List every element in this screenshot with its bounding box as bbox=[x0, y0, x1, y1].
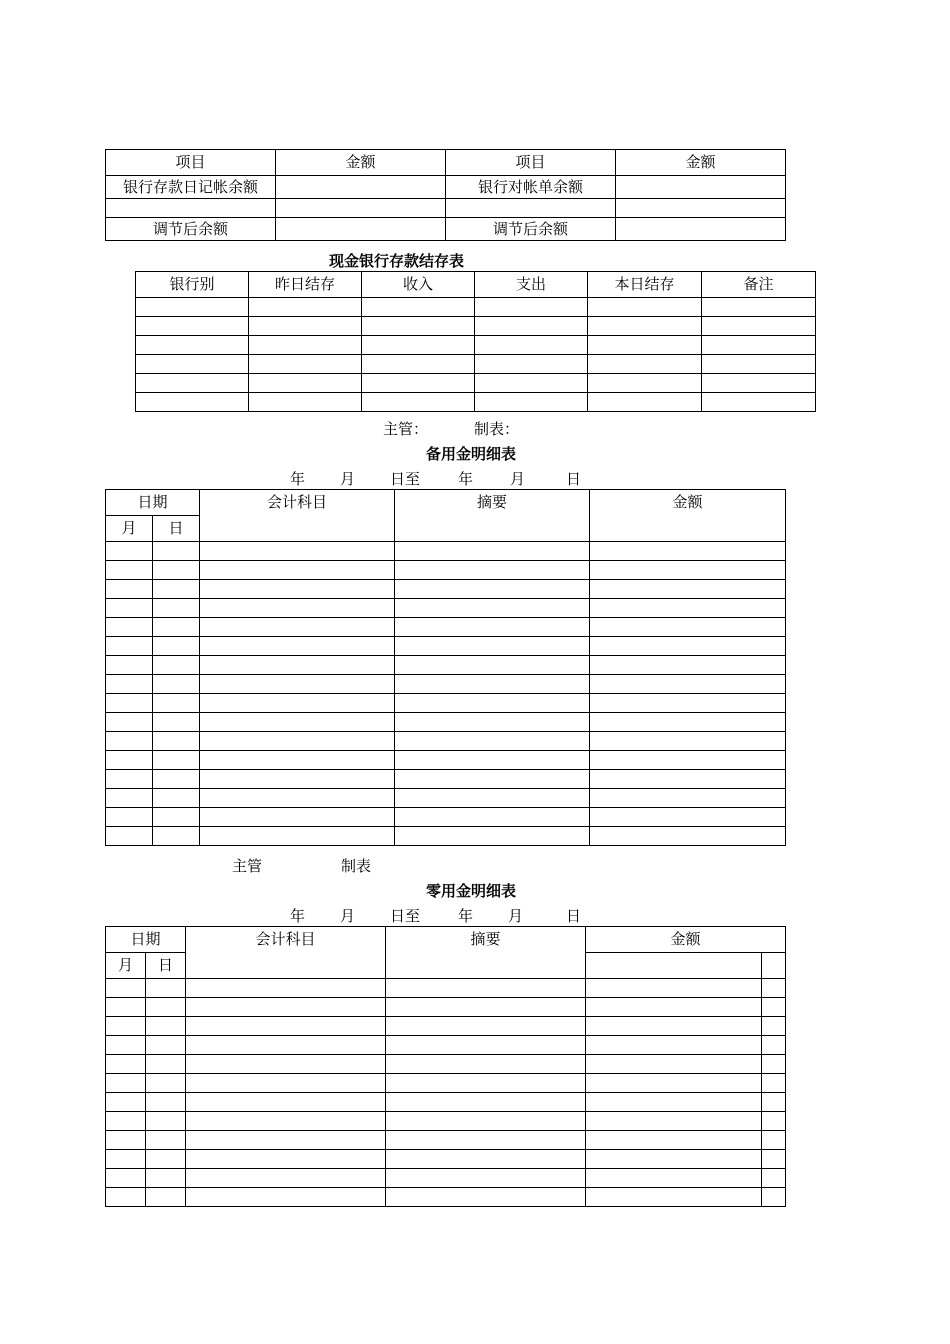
ledger-balance-label: 银行存款日记帐余额 bbox=[106, 176, 276, 199]
cash-footer-supervisor: 主管： bbox=[383, 420, 429, 438]
date-range-month: 月 bbox=[340, 470, 356, 488]
table-cell[interactable] bbox=[762, 1036, 786, 1055]
table-cell[interactable] bbox=[590, 713, 786, 732]
header-income: 收入 bbox=[362, 272, 475, 298]
table-cell[interactable] bbox=[200, 732, 395, 751]
adjusted-balance-label: 调节后余额 bbox=[106, 218, 276, 241]
table-cell[interactable] bbox=[386, 1131, 586, 1150]
table-row bbox=[106, 580, 786, 599]
table-cell[interactable] bbox=[395, 808, 590, 827]
cash-table-title: 现金银行存款结存表 bbox=[329, 252, 465, 270]
table-row bbox=[106, 1017, 786, 1036]
table-cell[interactable] bbox=[616, 199, 786, 218]
table-cell[interactable] bbox=[475, 298, 588, 317]
table-cell[interactable] bbox=[590, 675, 786, 694]
table-cell[interactable] bbox=[590, 542, 786, 561]
table-cell[interactable] bbox=[588, 393, 702, 412]
table-cell[interactable] bbox=[276, 199, 446, 218]
table-row bbox=[106, 599, 786, 618]
table-cell[interactable] bbox=[249, 393, 362, 412]
table-row bbox=[106, 1112, 786, 1131]
table-cell[interactable] bbox=[762, 1074, 786, 1093]
table-cell[interactable] bbox=[106, 998, 146, 1017]
table-cell[interactable] bbox=[249, 355, 362, 374]
table-cell[interactable] bbox=[153, 770, 200, 789]
table-cell[interactable] bbox=[106, 1188, 146, 1207]
date-range-month: 月 bbox=[508, 907, 524, 925]
table-cell[interactable] bbox=[106, 1093, 146, 1112]
table-cell[interactable] bbox=[475, 393, 588, 412]
table-cell[interactable] bbox=[146, 998, 186, 1017]
table-cell[interactable] bbox=[395, 599, 590, 618]
table-cell[interactable] bbox=[186, 1112, 386, 1131]
table-row bbox=[106, 199, 786, 218]
table-cell[interactable] bbox=[153, 751, 200, 770]
table-row bbox=[106, 542, 786, 561]
table-cell[interactable] bbox=[588, 317, 702, 336]
table-cell[interactable] bbox=[153, 789, 200, 808]
table-row bbox=[106, 218, 786, 241]
table-cell[interactable] bbox=[153, 656, 200, 675]
table-cell[interactable] bbox=[106, 1017, 146, 1036]
table-cell[interactable] bbox=[762, 953, 786, 979]
table-cell[interactable] bbox=[153, 827, 200, 846]
table-cell[interactable] bbox=[136, 298, 249, 317]
table-cell[interactable] bbox=[590, 561, 786, 580]
table-row bbox=[106, 176, 786, 199]
table-cell[interactable] bbox=[762, 1093, 786, 1112]
table-cell[interactable] bbox=[249, 298, 362, 317]
table-row bbox=[106, 808, 786, 827]
table-cell[interactable] bbox=[362, 355, 475, 374]
table-cell[interactable] bbox=[702, 374, 816, 393]
reserve-fund-table bbox=[105, 489, 786, 846]
table-cell[interactable] bbox=[186, 1131, 386, 1150]
table-cell[interactable] bbox=[200, 637, 395, 656]
table-cell[interactable] bbox=[762, 1188, 786, 1207]
cash-table-body bbox=[136, 298, 816, 412]
table-cell[interactable] bbox=[586, 1036, 762, 1055]
table-cell[interactable] bbox=[386, 1093, 586, 1112]
table-cell[interactable] bbox=[106, 599, 153, 618]
header-date: 日期 bbox=[106, 927, 186, 953]
table-cell[interactable] bbox=[762, 998, 786, 1017]
table-cell[interactable] bbox=[395, 542, 590, 561]
table-cell[interactable] bbox=[146, 979, 186, 998]
table-cell[interactable] bbox=[106, 827, 153, 846]
table-cell[interactable] bbox=[106, 751, 153, 770]
table-cell[interactable] bbox=[136, 393, 249, 412]
table-cell[interactable] bbox=[153, 808, 200, 827]
table-cell[interactable] bbox=[200, 808, 395, 827]
table-cell[interactable] bbox=[106, 732, 153, 751]
table-cell[interactable] bbox=[386, 1150, 586, 1169]
table-cell[interactable] bbox=[590, 827, 786, 846]
table-cell[interactable] bbox=[186, 998, 386, 1017]
header-item: 项目 bbox=[106, 150, 276, 176]
header-day: 日 bbox=[153, 516, 200, 542]
table-cell[interactable] bbox=[590, 618, 786, 637]
reserve-table-body bbox=[106, 542, 786, 846]
table-cell[interactable] bbox=[386, 1055, 586, 1074]
table-cell[interactable] bbox=[153, 694, 200, 713]
header-summary: 摘要 bbox=[386, 927, 586, 979]
table-cell[interactable] bbox=[200, 580, 395, 599]
header-prev-balance: 昨日结存 bbox=[249, 272, 362, 298]
table-cell[interactable] bbox=[186, 1169, 386, 1188]
table-cell[interactable] bbox=[146, 1169, 186, 1188]
table-row bbox=[106, 1093, 786, 1112]
bank-reconciliation-table bbox=[105, 149, 786, 241]
reserve-table-title: 备用金明细表 bbox=[426, 445, 517, 463]
table-cell[interactable] bbox=[762, 1150, 786, 1169]
table-cell[interactable] bbox=[186, 1017, 386, 1036]
table-row bbox=[106, 1055, 786, 1074]
table-row bbox=[106, 1150, 786, 1169]
table-row bbox=[106, 827, 786, 846]
table-cell[interactable] bbox=[586, 1017, 762, 1036]
table-cell[interactable] bbox=[106, 1112, 146, 1131]
table-cell[interactable] bbox=[106, 637, 153, 656]
table-cell[interactable] bbox=[386, 1017, 586, 1036]
table-cell[interactable] bbox=[186, 1150, 386, 1169]
table-row bbox=[136, 336, 816, 355]
table-cell[interactable] bbox=[395, 694, 590, 713]
table-cell[interactable] bbox=[153, 599, 200, 618]
table-cell[interactable] bbox=[590, 808, 786, 827]
table-cell[interactable] bbox=[362, 317, 475, 336]
table-cell[interactable] bbox=[590, 599, 786, 618]
table-cell[interactable] bbox=[106, 1074, 146, 1093]
table-cell[interactable] bbox=[588, 336, 702, 355]
table-cell[interactable] bbox=[588, 298, 702, 317]
table-cell[interactable] bbox=[153, 618, 200, 637]
table-cell[interactable] bbox=[475, 336, 588, 355]
table-cell[interactable] bbox=[395, 770, 590, 789]
date-range-year: 年 bbox=[290, 470, 306, 488]
header-month: 月 bbox=[106, 953, 146, 979]
table-cell[interactable] bbox=[590, 770, 786, 789]
table-cell[interactable] bbox=[146, 1055, 186, 1074]
ledger-balance-cell[interactable] bbox=[276, 176, 446, 199]
table-cell[interactable] bbox=[136, 374, 249, 393]
header-remarks: 备注 bbox=[702, 272, 816, 298]
table-cell[interactable] bbox=[475, 317, 588, 336]
table-cell[interactable] bbox=[762, 1055, 786, 1074]
table-header-row bbox=[106, 927, 786, 953]
table-cell[interactable] bbox=[200, 713, 395, 732]
table-cell[interactable] bbox=[762, 1017, 786, 1036]
table-cell[interactable] bbox=[586, 1093, 762, 1112]
table-cell[interactable] bbox=[186, 1093, 386, 1112]
table-cell[interactable] bbox=[106, 1131, 146, 1150]
table-cell[interactable] bbox=[586, 979, 762, 998]
table-row bbox=[136, 374, 816, 393]
table-cell[interactable] bbox=[586, 1188, 762, 1207]
reserve-footer-preparer: 制表 bbox=[341, 857, 372, 875]
table-cell[interactable] bbox=[446, 199, 616, 218]
table-cell[interactable] bbox=[146, 1188, 186, 1207]
date-range-month: 月 bbox=[510, 470, 526, 488]
table-cell[interactable] bbox=[590, 637, 786, 656]
table-row bbox=[106, 1169, 786, 1188]
table-row bbox=[106, 751, 786, 770]
table-cell[interactable] bbox=[386, 1112, 586, 1131]
date-range-day-to: 日至 bbox=[390, 907, 421, 925]
table-header-row bbox=[136, 272, 816, 298]
reserve-footer-supervisor: 主管 bbox=[232, 857, 263, 875]
table-cell[interactable] bbox=[386, 998, 586, 1017]
cash-balance-table bbox=[135, 271, 816, 412]
table-cell[interactable] bbox=[590, 580, 786, 599]
table-cell[interactable] bbox=[590, 694, 786, 713]
table-row bbox=[106, 1074, 786, 1093]
table-row bbox=[106, 770, 786, 789]
table-row bbox=[106, 732, 786, 751]
table-cell[interactable] bbox=[586, 998, 762, 1017]
table-cell[interactable] bbox=[395, 675, 590, 694]
table-cell[interactable] bbox=[200, 770, 395, 789]
table-header-row bbox=[106, 150, 786, 176]
petty-cash-table bbox=[105, 926, 786, 1207]
table-cell[interactable] bbox=[106, 675, 153, 694]
table-row bbox=[106, 637, 786, 656]
table-cell[interactable] bbox=[146, 1131, 186, 1150]
header-day: 日 bbox=[146, 953, 186, 979]
table-cell[interactable] bbox=[106, 1036, 146, 1055]
table-cell[interactable] bbox=[702, 355, 816, 374]
cash-footer-preparer: 制表： bbox=[474, 420, 520, 438]
table-cell[interactable] bbox=[475, 355, 588, 374]
table-cell[interactable] bbox=[106, 1169, 146, 1188]
header-summary: 摘要 bbox=[395, 490, 590, 542]
table-cell[interactable] bbox=[146, 1093, 186, 1112]
header-amount: 金额 bbox=[276, 150, 446, 176]
table-row bbox=[106, 979, 786, 998]
table-row bbox=[136, 393, 816, 412]
header-today-balance: 本日结存 bbox=[588, 272, 702, 298]
table-cell[interactable] bbox=[106, 789, 153, 808]
table-cell[interactable] bbox=[200, 599, 395, 618]
table-cell[interactable] bbox=[106, 1150, 146, 1169]
table-cell[interactable] bbox=[186, 979, 386, 998]
date-range-year: 年 bbox=[458, 907, 474, 925]
table-cell[interactable] bbox=[146, 1150, 186, 1169]
header-amount: 金额 bbox=[590, 490, 786, 542]
table-cell[interactable] bbox=[146, 1036, 186, 1055]
table-cell[interactable] bbox=[106, 770, 153, 789]
header-amount: 金额 bbox=[616, 150, 786, 176]
table-cell[interactable] bbox=[200, 675, 395, 694]
table-cell[interactable] bbox=[362, 336, 475, 355]
table-cell[interactable] bbox=[106, 199, 276, 218]
table-cell[interactable] bbox=[186, 1036, 386, 1055]
adjusted-balance-cell[interactable] bbox=[616, 218, 786, 241]
table-cell[interactable] bbox=[249, 336, 362, 355]
table-cell[interactable] bbox=[106, 713, 153, 732]
table-cell[interactable] bbox=[395, 789, 590, 808]
table-cell[interactable] bbox=[588, 374, 702, 393]
table-cell[interactable] bbox=[586, 1150, 762, 1169]
table-cell[interactable] bbox=[762, 979, 786, 998]
table-cell[interactable] bbox=[386, 979, 586, 998]
table-row bbox=[136, 355, 816, 374]
table-cell[interactable] bbox=[200, 751, 395, 770]
table-cell[interactable] bbox=[200, 789, 395, 808]
table-cell[interactable] bbox=[146, 1017, 186, 1036]
table-cell[interactable] bbox=[702, 336, 816, 355]
header-amount: 金额 bbox=[586, 927, 786, 953]
table-cell[interactable] bbox=[153, 713, 200, 732]
date-range-day: 日 bbox=[566, 470, 582, 488]
table-cell[interactable] bbox=[136, 336, 249, 355]
date-range-year: 年 bbox=[458, 470, 474, 488]
table-cell[interactable] bbox=[153, 675, 200, 694]
table-row bbox=[106, 561, 786, 580]
table-cell[interactable] bbox=[249, 317, 362, 336]
table-cell[interactable] bbox=[762, 1169, 786, 1188]
table-cell[interactable] bbox=[153, 561, 200, 580]
table-cell[interactable] bbox=[186, 1074, 386, 1093]
adjusted-balance-cell[interactable] bbox=[276, 218, 446, 241]
statement-balance-label: 银行对帐单余额 bbox=[446, 176, 616, 199]
table-cell[interactable] bbox=[200, 694, 395, 713]
table-cell[interactable] bbox=[586, 1112, 762, 1131]
table-cell[interactable] bbox=[590, 656, 786, 675]
table-cell[interactable] bbox=[395, 751, 590, 770]
table-cell[interactable] bbox=[106, 542, 153, 561]
table-header-row bbox=[106, 490, 786, 516]
table-cell[interactable] bbox=[586, 1169, 762, 1188]
table-cell[interactable] bbox=[475, 374, 588, 393]
table-cell[interactable] bbox=[395, 580, 590, 599]
table-cell[interactable] bbox=[362, 374, 475, 393]
table-cell[interactable] bbox=[153, 580, 200, 599]
date-range-month: 月 bbox=[340, 907, 356, 925]
table-row bbox=[136, 317, 816, 336]
table-row bbox=[106, 713, 786, 732]
header-date: 日期 bbox=[106, 490, 200, 516]
adjusted-balance-label: 调节后余额 bbox=[446, 218, 616, 241]
table-cell[interactable] bbox=[588, 355, 702, 374]
date-range-day: 日 bbox=[566, 907, 582, 925]
table-row bbox=[136, 298, 816, 317]
table-cell[interactable] bbox=[146, 1074, 186, 1093]
table-cell[interactable] bbox=[186, 1055, 386, 1074]
table-cell[interactable] bbox=[200, 618, 395, 637]
table-cell[interactable] bbox=[702, 393, 816, 412]
header-month: 月 bbox=[106, 516, 153, 542]
table-cell[interactable] bbox=[153, 637, 200, 656]
table-cell[interactable] bbox=[395, 656, 590, 675]
header-item: 项目 bbox=[446, 150, 616, 176]
table-cell[interactable] bbox=[395, 618, 590, 637]
table-cell[interactable] bbox=[590, 751, 786, 770]
petty-table-body bbox=[106, 979, 786, 1207]
table-cell[interactable] bbox=[249, 374, 362, 393]
table-row bbox=[106, 1131, 786, 1150]
table-row bbox=[106, 998, 786, 1017]
table-cell[interactable] bbox=[200, 561, 395, 580]
table-row bbox=[106, 1188, 786, 1207]
table-cell[interactable] bbox=[386, 1169, 586, 1188]
table-cell[interactable] bbox=[590, 732, 786, 751]
table-cell[interactable] bbox=[200, 542, 395, 561]
table-cell[interactable] bbox=[136, 355, 249, 374]
table-cell[interactable] bbox=[395, 732, 590, 751]
petty-table-title: 零用金明细表 bbox=[426, 882, 517, 900]
table-row bbox=[106, 1036, 786, 1055]
table-cell[interactable] bbox=[702, 317, 816, 336]
table-cell[interactable] bbox=[395, 561, 590, 580]
table-cell[interactable] bbox=[395, 713, 590, 732]
table-cell[interactable] bbox=[386, 1188, 586, 1207]
table-cell[interactable] bbox=[106, 808, 153, 827]
table-cell[interactable] bbox=[153, 542, 200, 561]
table-cell[interactable] bbox=[106, 618, 153, 637]
table-cell[interactable] bbox=[586, 1074, 762, 1093]
table-row bbox=[106, 789, 786, 808]
table-cell[interactable] bbox=[702, 298, 816, 317]
table-cell[interactable] bbox=[762, 1131, 786, 1150]
table-cell[interactable] bbox=[106, 694, 153, 713]
header-account: 会计科目 bbox=[200, 490, 395, 542]
table-row bbox=[106, 675, 786, 694]
table-cell[interactable] bbox=[106, 561, 153, 580]
table-cell[interactable] bbox=[586, 1055, 762, 1074]
table-cell[interactable] bbox=[386, 1074, 586, 1093]
table-row bbox=[106, 656, 786, 675]
date-range-year: 年 bbox=[290, 907, 306, 925]
statement-balance-cell[interactable] bbox=[616, 176, 786, 199]
table-cell[interactable] bbox=[146, 1112, 186, 1131]
table-cell[interactable] bbox=[386, 1036, 586, 1055]
table-cell[interactable] bbox=[153, 732, 200, 751]
table-cell[interactable] bbox=[106, 656, 153, 675]
table-cell[interactable] bbox=[106, 1055, 146, 1074]
table-cell[interactable] bbox=[362, 298, 475, 317]
header-bank: 银行别 bbox=[136, 272, 249, 298]
table-cell[interactable] bbox=[200, 827, 395, 846]
table-cell[interactable] bbox=[200, 656, 395, 675]
table-cell[interactable] bbox=[362, 393, 475, 412]
table-cell[interactable] bbox=[186, 1188, 386, 1207]
table-cell[interactable] bbox=[106, 979, 146, 998]
table-row bbox=[106, 618, 786, 637]
header-account: 会计科目 bbox=[186, 927, 386, 979]
table-cell[interactable] bbox=[762, 1112, 786, 1131]
table-cell[interactable] bbox=[395, 637, 590, 656]
header-expense: 支出 bbox=[475, 272, 588, 298]
table-cell[interactable] bbox=[136, 317, 249, 336]
table-cell[interactable] bbox=[586, 953, 762, 979]
table-cell[interactable] bbox=[586, 1131, 762, 1150]
table-cell[interactable] bbox=[106, 580, 153, 599]
table-row bbox=[106, 694, 786, 713]
date-range-day-to: 日至 bbox=[390, 470, 421, 488]
table-cell[interactable] bbox=[590, 789, 786, 808]
table-cell[interactable] bbox=[395, 827, 590, 846]
